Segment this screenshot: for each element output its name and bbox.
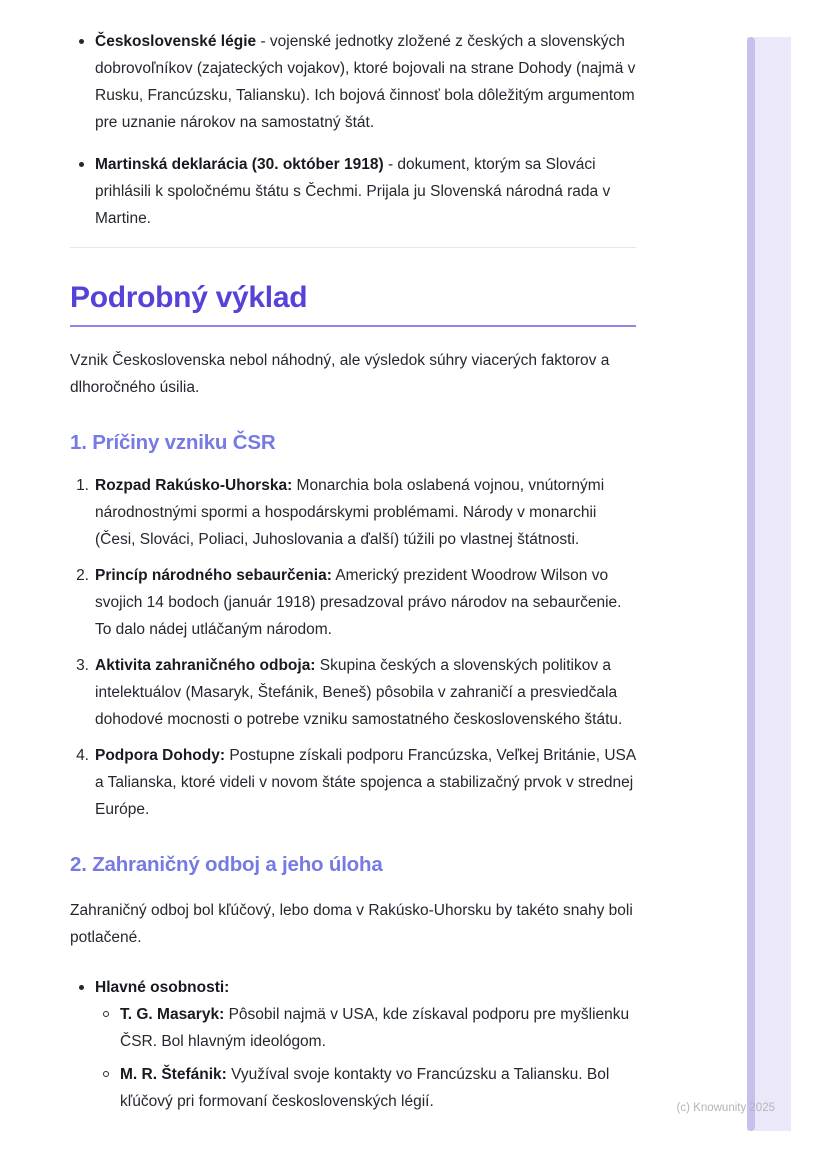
- term-definition: Monarchia bola oslabená vojnou, vnútornými národnostnými spormi a hospodárskymi problémami. Národy v monarchii (Česi, Slováci, Poliaci, Juhoslovania a ďalší) túžili po vlastnej štátnosti.: [95, 477, 605, 548]
- term-label: Martinská deklarácia (30. október 1918): [95, 156, 384, 173]
- divider: [70, 247, 636, 248]
- term-label: Princíp národného sebaurčenia:: [95, 567, 332, 584]
- term-definition: - dokument, ktorým sa Slováci prihlásili k spoločnému štátu s Čechmi. Prijala ju Slovenská národná rada v Martine.: [95, 156, 611, 227]
- list-item: [70, 974, 636, 1115]
- key-terms-list: [70, 28, 636, 232]
- list-item: [95, 1001, 636, 1055]
- list-item: [70, 652, 636, 733]
- term-definition: Pôsobil najmä v USA, kde získaval podporu pre myšlienku ČSR. Bol hlavným ideológom.: [120, 1006, 630, 1050]
- term-label: Hlavné osobnosti:: [95, 979, 230, 996]
- term-label: T. G. Masaryk:: [120, 1006, 225, 1023]
- section2-paragraph: Zahraničný odboj bol kľúčový, lebo doma v Rakúsko-Uhorsku by takéto snahy boli potlačené.: [70, 902, 633, 946]
- list-item: [70, 562, 636, 643]
- term-definition: Využíval svoje kontakty vo Francúzsku a Taliansku. Bol kľúčový pri formovaní československých légií.: [120, 1066, 610, 1110]
- list-number: 4.: [76, 747, 89, 764]
- list-item: [70, 151, 636, 232]
- term-definition: - vojenské jednotky zložené z českých a slovenských dobrovoľníkov (zajateckých vojakov), ktoré bojovali na strane Dohody (najmä v Rusku, Francúzsku, Taliansku). Ich bojová činnosť bola dôležitým argumentom pre uznanie nárokov na samostatný štát.: [95, 33, 636, 131]
- section-heading-1: 1. Príčiny vzniku ČSR: [70, 431, 276, 454]
- term-label: Rozpad Rakúsko-Uhorska:: [95, 477, 293, 494]
- term-definition: Postupne získali podporu Francúzska, Veľkej Británie, USA a Talianska, ktoré videli v novom štáte spojenca a stabilizačný prvok v strednej Európe.: [95, 747, 636, 818]
- term-label: Podpora Dohody:: [95, 747, 226, 764]
- document-content: [70, 0, 636, 1121]
- term-label: Československé légie: [95, 33, 257, 50]
- page-title: Podrobný výklad: [70, 281, 636, 327]
- list-item: [70, 742, 636, 823]
- list-number: 3.: [76, 657, 89, 674]
- scrollbar-thumb[interactable]: [747, 37, 755, 1131]
- list-item: [95, 1061, 636, 1115]
- section-heading-2: 2. Zahraničný odboj a jeho úloha: [70, 853, 383, 876]
- list-item: [70, 472, 636, 553]
- personalities-sublist: [95, 1001, 636, 1115]
- personalities-list: [70, 974, 636, 1115]
- term-definition: Skupina českých a slovenských politikov a intelektuálov (Masaryk, Štefánik, Beneš) pôsobila v zahraničí a presviedčala dohodové mocnosti o potrebe vzniku samostatného československého štátu.: [95, 657, 623, 728]
- term-label: Aktivita zahraničného odboja:: [95, 657, 316, 674]
- term-definition: Americký prezident Woodrow Wilson vo svojich 14 bodoch (január 1918) presadzoval právo národov na sebaurčenie. To dalo nádej utláčaným národom.: [95, 567, 622, 638]
- scrollbar-track[interactable]: [747, 37, 791, 1131]
- causes-ordered-list: [70, 472, 636, 823]
- term-label: M. R. Štefánik:: [120, 1066, 227, 1083]
- list-number: 1.: [76, 477, 89, 494]
- intro-paragraph: Vznik Československa nebol náhodný, ale výsledok súhry viacerých faktorov a dlhoročného úsilia.: [70, 352, 610, 396]
- list-number: 2.: [76, 567, 89, 584]
- copyright-text: (c) Knowunity 2025: [676, 1102, 775, 1114]
- list-item: [70, 28, 636, 136]
